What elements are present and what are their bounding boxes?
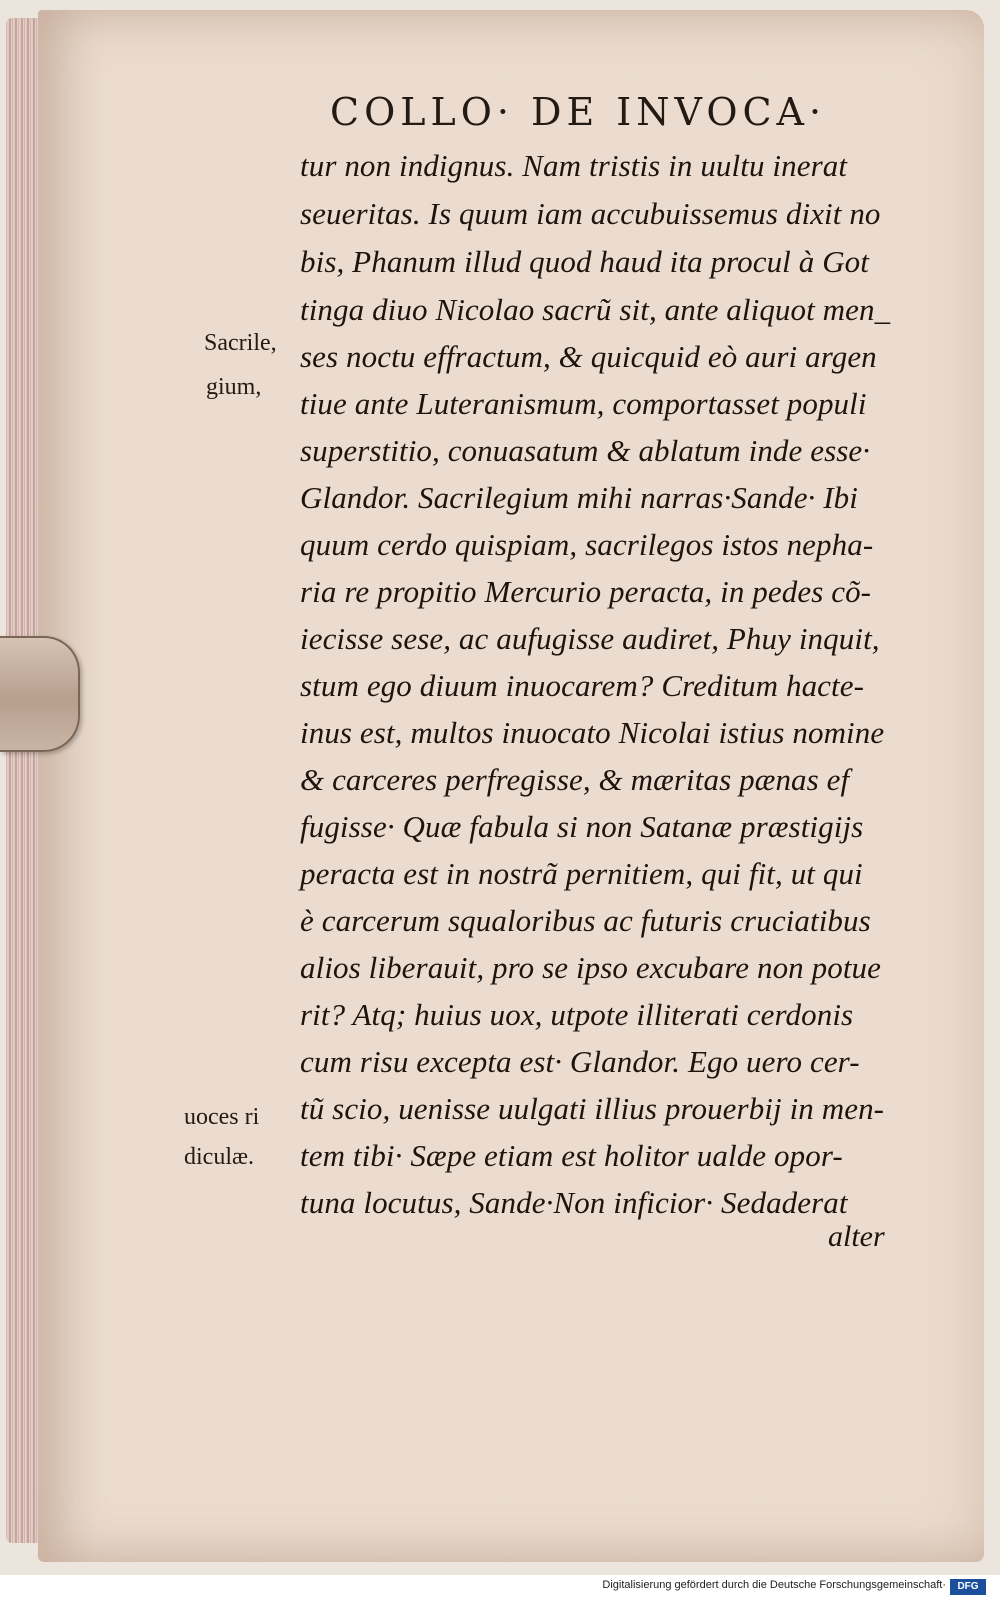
text-line: ria re propitio Mercurio peracta, in pedes cõ- [300,574,872,609]
text-line: tem tibi· Sæpe etiam est holitor ualde opor- [300,1138,843,1173]
text-line: tur non indignus. Nam tristis in uultu inerat [300,148,848,183]
margin-note-uoces-line2: diculæ. [184,1144,254,1170]
text-line: seueritas. Is quum iam accubuissemus dixit no [300,196,881,231]
text-line: ses noctu effractum, & quicquid eò auri argen [300,339,877,374]
digitization-credit: Digitalisierung gefördert durch die Deutsche Forschungsgemeinschaft· [602,1579,946,1591]
text-line: peracta est in nostrã pernitiem, qui fit, ut qui [300,856,863,891]
text-line: superstitio, conuasatum & ablatum inde esse· [300,433,871,468]
text-line: inus est, multos inuocato Nicolai istius nomine [300,715,885,750]
text-line: fugisse· Quæ fabula si non Satanæ præstigijs [300,809,864,844]
margin-note-uoces-line1: uoces ri [184,1104,260,1130]
text-line: stum ego diuum inuocarem? Creditum hacte- [300,668,865,703]
text-line: quum cerdo quispiam, sacrilegos istos nepha- [300,527,874,562]
text-line: alios liberauit, pro se ipso excubare non potue [300,950,881,985]
text-line: Glandor. Sacrilegium mihi narras·Sande· Ibi [300,480,858,515]
text-line: cum risu excepta est· Glandor. Ego uero cer- [300,1044,860,1079]
margin-note-sacrilegium-line1: Sacrile, [204,330,277,356]
dfg-logo: DFG [950,1579,986,1595]
catchword: alter [828,1220,885,1253]
text-line: tinga diuo Nicolao sacrũ sit, ante aliquot men_ [300,292,891,327]
book-clasp [0,636,80,752]
text-line: tũ scio, uenisse uulgati illius prouerbij in men- [300,1091,885,1126]
text-line: è carcerum squaloribus ac futuris cruciatibus [300,903,871,938]
text-line: rit? Atq; huius uox, utpote illiterati cerdonis [300,997,854,1032]
margin-note-sacrilegium-line2: gium, [206,374,262,400]
text-line: & carceres perfregisse, & mæritas pænas ef [300,762,850,797]
text-line: tiue ante Luteranismum, comportasset populi [300,386,867,421]
running-title: COLLO· DE INVOCA· [330,90,827,134]
text-line: bis, Phanum illud quod haud ita procul à Got [300,244,869,279]
text-line: tuna locutus, Sande·Non inficior· Sedaderat [300,1185,848,1220]
text-line: iecisse sese, ac aufugisse audiret, Phuy inquit, [300,621,880,656]
